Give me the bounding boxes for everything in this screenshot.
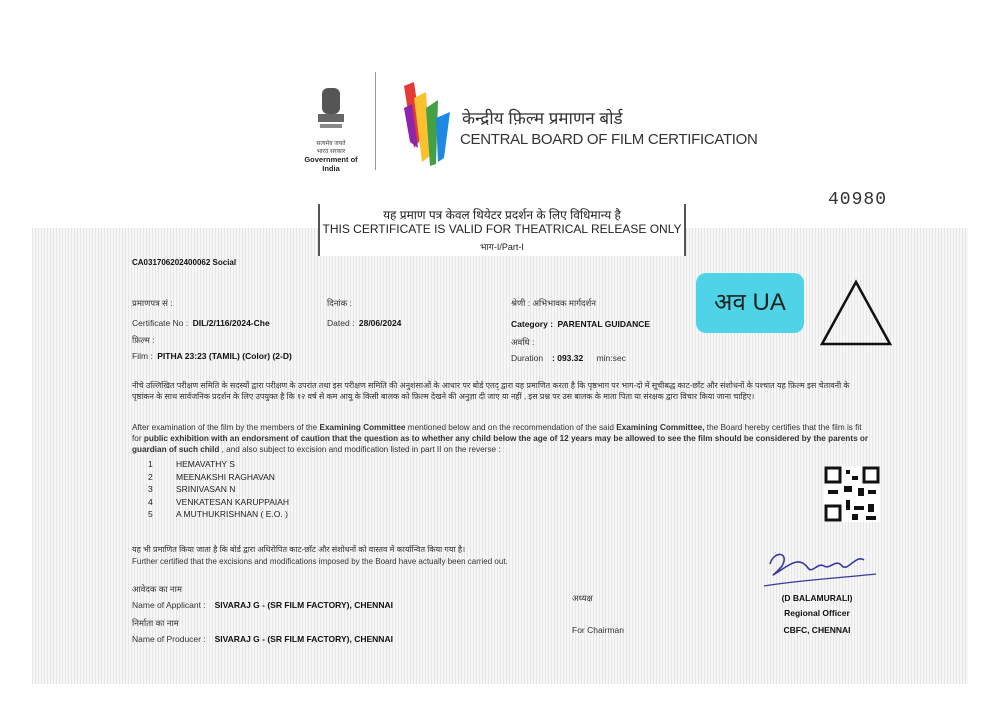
producer-label: Name of Producer : xyxy=(132,634,206,644)
officer-name: (D BALAMURALI) xyxy=(781,593,853,603)
board-name-english: CENTRAL BOARD OF FILM CERTIFICATION xyxy=(460,131,758,148)
officer-title: Regional Officer xyxy=(784,608,850,618)
producer-hindi: निर्माता का नाम xyxy=(132,618,179,628)
duration-label: Duration xyxy=(511,353,544,363)
certification-text-english: After examination of the film by the members of the Examining Committee mentioned below and on the recommendation of the said Examining Committee, the Board hereby certifies that the film is fit for public exhibition with an endorsment of caution that the question as to whether any child below the age of 12 years may be allowed to see the film should be considered by the parents or guardian of such child , and also subject to excision and modification listed in part II on the reverse : xyxy=(132,423,869,454)
board-name-hindi: केन्द्रीय फ़िल्म प्रमाणन बोर्ड xyxy=(462,109,623,128)
duration-hindi: अवधि : xyxy=(511,337,535,347)
qr-code-icon[interactable] xyxy=(824,466,880,522)
signature xyxy=(760,544,880,590)
category-block xyxy=(511,298,650,366)
film-hindi: फ़िल्म : xyxy=(132,335,155,345)
cert-no-value: DIL/2/116/2024-Che xyxy=(192,318,270,328)
dated-label: Dated : xyxy=(327,318,355,328)
film-title: PITHA 23:23 (TAMIL) (Color) (2-D) xyxy=(157,351,292,361)
validity-hindi: यह प्रमाण पत्र केवल थियेटर प्रदर्शन के लिए विधिमान्य है xyxy=(383,208,621,222)
duration-unit: min:sec xyxy=(596,353,626,363)
reference-code: CA031706202400062 Social xyxy=(132,258,237,267)
validity-box xyxy=(318,204,686,256)
applicant-block xyxy=(132,584,393,647)
applicant-name: SIVARAJ G - (SR FILM FACTORY), CHENNAI xyxy=(214,600,393,610)
validity-english: THIS CERTIFICATE IS VALID FOR THEATRICAL RELEASE ONLY xyxy=(322,222,682,236)
further-certified-english: Further certified that the excisions and modifications imposed by the Board have actually been carried out. xyxy=(132,557,508,566)
category-hindi: श्रेणी : अभिभावक मार्गदर्शन xyxy=(511,298,596,308)
ashoka-emblem-icon xyxy=(314,84,348,134)
certification-text-hindi: नीचे उल्लिखित परीक्षण समिति के सदस्यों द्वारा परीक्षण के उपरांत तथा इस परीक्षण समिति की अनुशंसाओं के आधार पर बोर्ड एतद् द्वारा यह प्रमाणित करता है कि पृष्ठभाग पर भाग-दो में सूचीबद्ध काट-छाँट और संशोधनों के पश्चात यह फ़िल्म इस चेतावनी के पृष्ठांकन के साथ सार्वजनिक प्रदर्शन के लिए उपयुक्त है कि १२ वर्ष से कम आयु के किसी बालक को फ़िल्म देखने की अनुज्ञा दी जाए या नहीं , इस प्रश्न पर उस बालक के माता पिता या संरक्षक द्वारा विचार किया जाना चाहिए। xyxy=(132,381,850,401)
for-chairman: For Chairman xyxy=(572,625,624,635)
category-value: PARENTAL GUIDANCE xyxy=(557,319,651,329)
cbfc-logo-icon xyxy=(400,78,454,168)
dated-value: 28/06/2024 xyxy=(358,318,402,328)
govt-label: Government of India xyxy=(304,155,358,173)
dated-hindi: दिनांक : xyxy=(327,298,352,308)
list-item: 4 VENKATESAN KARUPPAIAH xyxy=(148,496,290,507)
committee-members-list xyxy=(148,458,289,521)
producer-name: SIVARAJ G - (SR FILM FACTORY), CHENNAI xyxy=(214,634,393,644)
list-item: 5 A MUTHUKRISHNAN ( E.O. ) xyxy=(148,509,288,519)
rating-badge: अव UA xyxy=(696,273,804,333)
dated-block xyxy=(327,298,401,331)
list-item: 1 HEMAVATHY S xyxy=(148,459,235,469)
list-item: 3 SRINIVASAN N xyxy=(148,484,236,494)
film-label: Film : xyxy=(132,351,153,361)
triangle-symbol-icon xyxy=(818,278,894,348)
applicant-hindi: आवेदक का नाम xyxy=(132,584,182,594)
applicant-label: Name of Applicant : xyxy=(132,600,206,610)
cert-no-hindi: प्रमाणपत्र सं : xyxy=(132,298,173,308)
duration-value: : 093.32 xyxy=(552,353,584,363)
serial-number: 40980 xyxy=(828,190,888,210)
list-item: 2 MEENAKSHI RAGHAVAN xyxy=(148,471,275,482)
cert-no-label: Certificate No : xyxy=(132,318,189,328)
emblem-hindi: भारत सरकार xyxy=(316,149,346,155)
certificate-number-block xyxy=(132,298,292,364)
chairman-hindi: अध्यक्ष xyxy=(572,593,593,603)
part-label: भाग-I/Part-I xyxy=(480,242,524,252)
header-divider xyxy=(375,72,376,170)
further-certified-hindi: यह भी प्रमाणित किया जाता है कि बोर्ड द्वारा अधिरोपित काट-छाँट और संशोधनों को वास्तव में कार्यान्वित किया गया है। xyxy=(132,545,466,554)
emblem-motto: सत्यमेव जयते xyxy=(316,141,346,147)
govt-emblem xyxy=(296,84,366,173)
category-label: Category : xyxy=(511,319,554,329)
officer-office: CBFC, CHENNAI xyxy=(783,625,851,635)
